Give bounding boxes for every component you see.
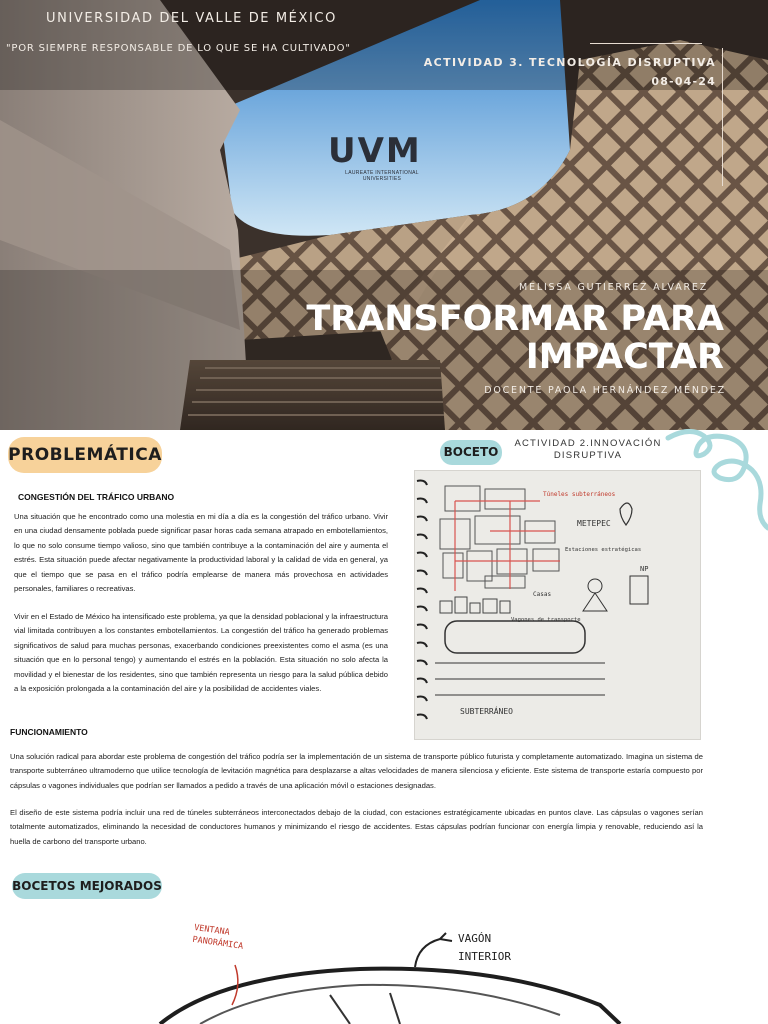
logo-subtitle: LAUREATE INTERNATIONAL UNIVERSITIES — [345, 170, 419, 182]
wagon-label: VAGÓN INTERIOR — [458, 932, 511, 963]
date-label: 08-04-24 — [651, 75, 716, 88]
improved-sketches-badge: BOCETOS MEJORADOS — [12, 873, 162, 899]
sketch-badge: BOCETO — [440, 440, 502, 465]
problem-badge: PROBLEMÁTICA — [8, 437, 162, 473]
university-motto: "POR SIEMPRE RESPONSABLE DE LO QUE SE HA CULTIVADO" — [6, 43, 351, 54]
university-name: UNIVERSIDAD DEL VALLE DE MÉXICO — [46, 11, 337, 26]
window-label: VENTANA PANORÁMICA — [191, 922, 244, 952]
improved-sketch-drawing — [0, 905, 768, 1024]
note-metepec: METEPEC — [577, 519, 611, 528]
sketch-caption: ACTIVIDAD 2.INNOVACIÓN DISRUPTIVA — [514, 438, 662, 461]
note-np: NP — [640, 565, 649, 573]
problem-paragraph: Una situación que he encontrado como una molestia en mi día a día es la congestión del tráfico urbano. Vivir en una ciudad densamente poblada puede significar pasar horas cada semana atrapado en embotellamientos, lo que no solo consume tiempo valioso, sino que también contribuye a la contaminación del aire y aumenta el estrés. Esta situación puede afectar negativamente la productividad laboral y la calidad de vida en general, ya que el tiempo que se pasa en el tráfico podría emplearse de manera más provechosa en actividades personales, familiares o recreativas. — [14, 512, 388, 594]
note-subterraneo: SUBTERRÁNEO — [460, 707, 513, 716]
page-title: TRANSFORMAR PARA IMPACTAR — [306, 299, 724, 377]
author-name: MELISSA GUTIERREZ ALVAREZ — [519, 282, 708, 293]
problem-paragraph: Vivir en el Estado de México ha intensificado este problema, ya que la densidad poblacional y la infraestructura vial limitada contribuyen a los constantes embotellamientos. La congestión del tráfico ha generado problemas significativos de salud para muchas personas, exacerbando condiciones preexistentes como el asma (es una situación que en lo personal tengo) y aumentando el estrés en la población. Esta situación no solo afecta la movilidad y el bienestar de los residentes, sino que también representa un riesgo para la salud pública debido a la exposición prolongada a la contaminación del aire y la posibilidad de accidentes viales. — [14, 612, 388, 694]
sketch-drawing — [415, 471, 702, 741]
decorative-line — [590, 43, 702, 44]
function-paragraph: El diseño de este sistema podría incluir una red de túneles subterráneos interconectados debajo de la ciudad, con estaciones estratégicamente ubicadas en puntos clave. Las cápsulas o vagones serían totalmente automatizados, eliminando la necesidad de conductores humanos y minimizando el riesgo de accidentes. Estas cápsulas podrían funcionar con energía limpia y renovable, reduciendo así la huella de carbono del transporte urbano. — [10, 808, 703, 846]
note-estaciones: Estaciones estratégicas — [565, 547, 642, 553]
note-casas: Casas — [533, 591, 552, 598]
function-paragraph: Una solución radical para abordar este problema de congestión del tráfico podría ser la implementación de un sistema de transporte público futurista y completamente automatizado. Imagina un sistema de transporte subterráneo ultramoderno que utilice tecnología de levitación magnética para desplazarse a altas velocidades de manera silenciosa y eficiente. Este sistema de transporte estaría compuesto por cápsulas o vagones individuales que podrían ser llamados a pedido a través de una aplicación móvil o estaciones designadas. — [10, 752, 703, 790]
logo-letters: UVM — [328, 131, 422, 171]
teacher-name: DOCENTE PAOLA HERNÁNDEZ MÉNDEZ — [484, 385, 726, 396]
activity-label: ACTIVIDAD 3. TECNOLOGÍA DISRUPTIVA — [423, 56, 716, 69]
uvm-logo — [328, 131, 436, 182]
congestion-heading: CONGESTIÓN DEL TRÁFICO URBANO — [18, 492, 175, 502]
decorative-line — [722, 48, 723, 186]
sketch-image — [414, 470, 701, 740]
function-heading: FUNCIONAMIENTO — [10, 727, 88, 737]
hero-banner — [0, 0, 768, 430]
note-tuneles: Túneles subterráneos — [543, 491, 616, 498]
note-vagones: Vagones de transporte — [511, 617, 581, 623]
